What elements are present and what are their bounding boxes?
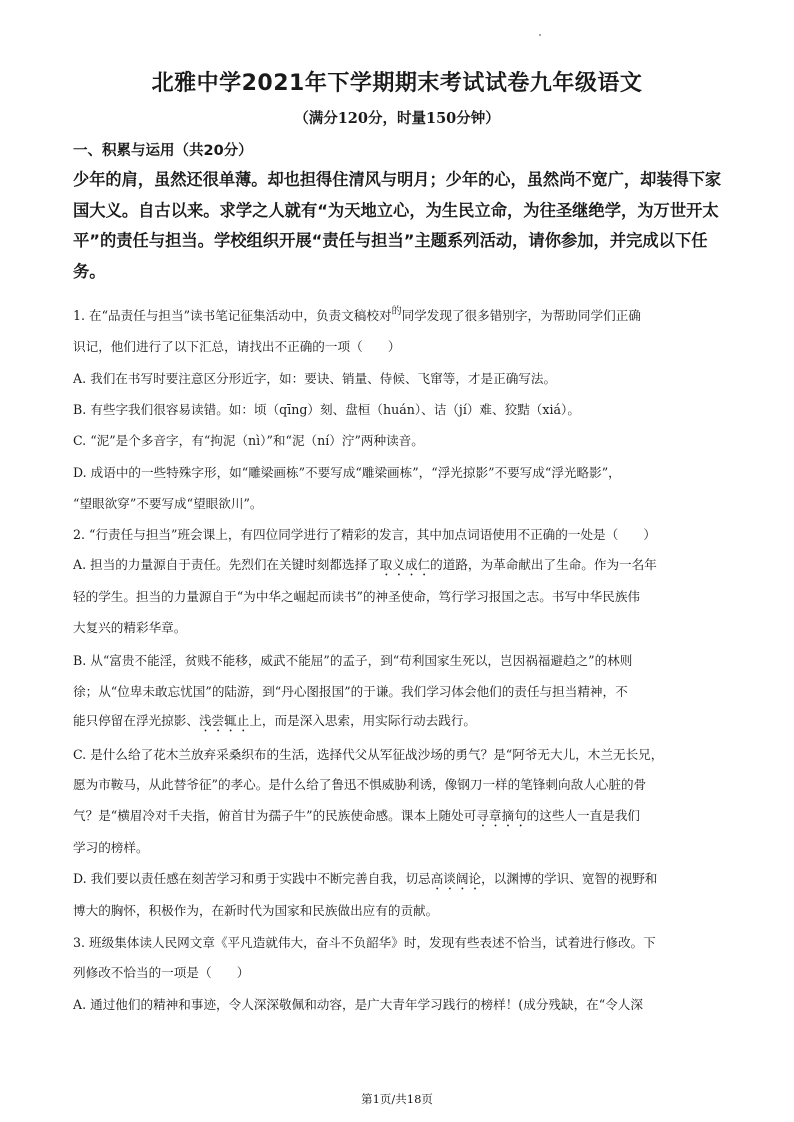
q2-dotted-phrase: 浅尝辄止 [198, 713, 250, 728]
q2-dotted-phrase: 寻章摘句 [476, 808, 527, 823]
q2-option-b-line1: B. 从“富贵不能淫，贫贱不能移，威武不能屈”的孟子，到“苟利国家生死以，岂因祸福避趋之”的林则 [73, 653, 633, 668]
q3-option-a-line1: A. 通过他们的精神和事迹，令人深深敬佩和动容，是广大青年学习践行的榜样！(成分残缺，在“令人深 [73, 997, 643, 1012]
q2-option-a-line2: 轻的学生。担当的力量源自于“为中华之崛起而读书”的神圣使命，笃行学习报国之志。书写中华民族伟 [73, 589, 641, 604]
q1-stem-line1 [73, 308, 641, 326]
intro-line: 国大义。自古以来。求学之人就有“为天地立心，为生民立命，为往圣继绝学，为万世开太 [73, 200, 719, 220]
intro-line: 平”的责任与担当。学校组织开展“责任与担当”主题系列活动，请你参加，并完成以下任 [73, 231, 708, 250]
q2-text: 的这些人一直是我们 [526, 808, 641, 823]
q2-option-c-line2: 愿为市鞍马，从此替爷征”的孝心。是什么给了鲁迅不惧威胁利诱，像钢刀一样的笔锋刺向敌人心脏的骨 [73, 777, 647, 792]
q2-text: 上，而是深入思索，用实际行动去践行。 [249, 713, 476, 728]
q1-stem-line2: 识记，他们进行了以下汇总，请找出不正确的一项（ ） [73, 339, 401, 354]
q2-text: 能只停留在浮光掠影、 [73, 713, 199, 728]
q2-option-c-line1: C. 是什么给了花木兰放弃采桑织布的生活，选择代父从军征战沙场的勇气？是“阿爷无大儿，木兰无长兄， [73, 747, 664, 762]
q1-stem-text: 同学发现了很多错别字，为帮助同学们正确 [401, 308, 641, 323]
q2-option-b-line2: 徐；从“位卑未敢忘忧国”的陆游，到“丹心图报国”的于谦。我们学习体会他们的责任与担当精神，不 [73, 684, 628, 699]
q1-option-a: A. 我们在书写时要注意区分形近字，如：要诀、销量、侍候、飞窜等，才是正确写法。 [73, 371, 557, 386]
section-heading: 一、积累与运用（共20分） [73, 143, 253, 159]
q2-option-b-line3 [73, 713, 476, 735]
q2-option-a-line3: 大复兴的精彩华章。 [73, 620, 187, 635]
scan-speck [539, 34, 541, 36]
q2-option-c-line4: 学习的榜样。 [73, 840, 149, 855]
q2-text: A. 担当的力量源自于责任。先烈们在关键时刻都选择了 [73, 557, 380, 572]
q2-text: D. 我们要以责任感在刻苦学习和勇于实践中不断完善自我，切忌 [73, 871, 431, 886]
q2-text: 的道路，为革命献出了生命。作为一名年 [430, 557, 657, 572]
q2-option-d-line1 [73, 871, 657, 893]
section-intro [73, 165, 721, 287]
page-number: 第1页/共18页 [361, 1092, 433, 1106]
q2-dotted-phrase: 取义成仁 [379, 557, 431, 572]
q2-dotted-phrase: 高谈阔论 [430, 871, 482, 886]
q2-text: ，以渊博的学识、宽智的视野和 [481, 871, 658, 886]
q1-option-d-line1: D. 成语中的一些特殊字形，如“雕梁画栋”不要写成“雕梁画栋”，“浮光掠影”不要写成“浮光略影”， [73, 465, 621, 480]
q1-stem-text: 1. 在“品责任与担当”读书笔记征集活动中，负责文稿校对 [73, 308, 392, 323]
q2-stem: 2. “行责任与担当”班会课上，有四位同学进行了精彩的发言，其中加点词语使用不正确的一处是（ ） [73, 527, 657, 542]
q3-stem-line2: 列修改不恰当的一项是（ ） [73, 965, 250, 980]
q2-option-c-line3 [73, 808, 640, 830]
exam-subtitle: （满分120分，时量150分钟） [294, 110, 500, 127]
intro-line: 务。 [73, 261, 106, 281]
intro-line: 少年的肩，虽然还很单薄。却也担得住清风与明月；少年的心，虽然尚不宽广，却装得下家 [73, 170, 722, 189]
q1-option-b: B. 有些字我们很容易读错。如：顷（qīng）刻、盘桓（huán）、诘（jí）难、狡黠（xiá）。 [73, 402, 580, 417]
q1-option-d-line2: “望眼欲穿”不要写成“望眼欲川”。 [73, 496, 263, 511]
q2-option-a-line1 [73, 557, 657, 579]
q1-option-c: C. “泥”是个多音字，有“拘泥（nì）”和“泥（ní）泞”两种读音。 [73, 433, 424, 448]
q1-stem-sup: 的 [391, 306, 402, 317]
q2-option-d-line2: 博大的胸怀，积极作为，在新时代为国家和民族做出应有的贡献。 [73, 903, 439, 918]
q3-stem-line1: 3. 班级集体读人民网文章《平凡造就伟大，奋斗不负韶华》时，发现有些表述不恰当，试着进行修改。下 [73, 935, 656, 950]
q2-text: 气？是“横眉冷对千夫指，俯首甘为孺子牛”的民族使命感。课本上随处可 [73, 808, 477, 823]
exam-title: 北雅中学2021年下学期期末考试试卷九年级语文 [151, 71, 643, 96]
